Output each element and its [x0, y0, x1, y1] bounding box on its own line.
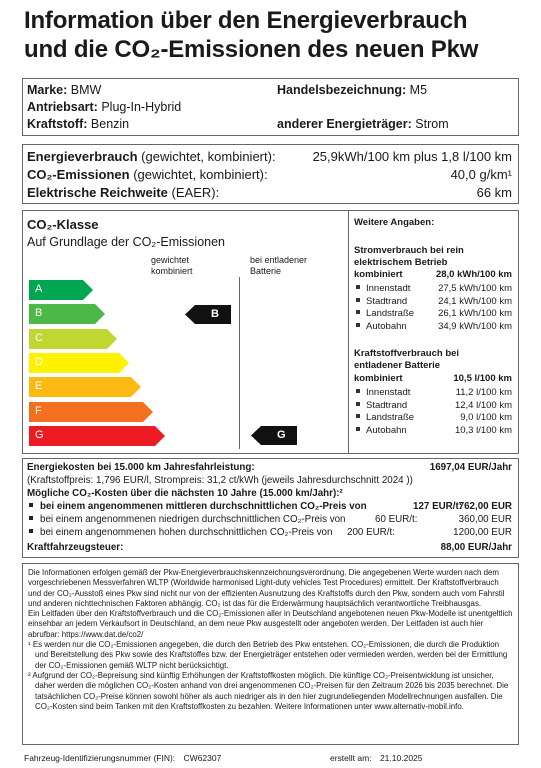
class-arrow-a — [29, 280, 93, 300]
detail-value: 26,1 kWh/100 km — [438, 308, 512, 319]
column-weighted-line1: gewichtet — [151, 255, 190, 265]
energy-note: (gewichtet, kombiniert): — [141, 149, 276, 164]
fin-value: CW62307 — [183, 753, 222, 763]
elec-combined-label: kombiniert — [354, 269, 403, 280]
detail-value: 24,1 kWh/100 km — [438, 295, 512, 307]
energy-label: Energieverbrauch — [27, 149, 138, 164]
elec-heading-1: Stromverbrauch bei rein — [354, 245, 464, 256]
high-price-value: 1200,00 EUR — [453, 527, 512, 538]
created-value: 21.10.2025 — [379, 753, 423, 763]
co2-class-title: CO₂-Klasse — [27, 217, 99, 232]
detail-label: Landstraße — [366, 412, 415, 423]
drive-label: Antriebsart: — [27, 100, 98, 114]
prices-text: (Kraftstoffpreis: 1,796 EUR/l, Strompreis: 31,2 ct/kWh (jeweils Jahresdurchschnitt 2024 )) — [27, 475, 413, 486]
detail-row — [354, 283, 512, 295]
class-letter-f: F — [35, 404, 42, 417]
detail-value: 9,0 l/100 km — [460, 412, 512, 423]
energy-cost-value: 1697,04 EUR/Jahr — [429, 462, 512, 473]
bullet-icon — [29, 529, 33, 533]
detail-label: Autobahn — [366, 320, 407, 332]
class-arrow-e — [29, 377, 141, 397]
elec-combined-value: 28,0 kWh/100 km — [435, 269, 512, 280]
fuel-heading-2: entladener Batterie — [354, 360, 441, 371]
trade-label: Handelsbezeichnung: — [277, 83, 407, 97]
class-arrow-f — [29, 402, 153, 422]
title-line-2: und die CO₂-Emissionen des neuen Pkw — [24, 36, 479, 63]
trade-value: M5 — [409, 83, 428, 97]
detail-row — [354, 400, 512, 412]
footnote-1: ¹ Es werden nur die CO₂-Emissionen angegeben, die durch den Betrieb des Pkw entstehen. CO₂-Emissionen, die durch die Produktion und Bereitstellung des Pkw sowie des Kraftstoffes bzw. der Energieträger entstehen oder vermieden werden, werden bei der Ermittlung der CO₂-Emissionen gemäß WLTP nicht berücksichtigt. — [28, 640, 508, 670]
mid-price-value: 762,00 EUR — [458, 501, 512, 512]
co2-class-scale — [23, 211, 349, 453]
detail-value: 12,4 l/100 km — [454, 399, 512, 411]
class-letter-a: A — [35, 283, 43, 295]
class-arrow-b — [29, 304, 105, 324]
created-label: erstellt am: — [330, 753, 372, 763]
range-note: (EAER): — [171, 185, 220, 200]
low-price-label: bei einem angenommenen niedrigen durchschnittlichen CO₂-Preis von — [40, 514, 346, 525]
column-weighted-line2: kombiniert — [151, 266, 193, 276]
range-label: Elektrische Reichweite — [27, 185, 168, 200]
detail-row — [354, 412, 512, 424]
bullet-icon — [29, 516, 33, 520]
other-energy-label: anderer Energieträger: — [277, 117, 412, 131]
detail-label: Stadtrand — [366, 295, 408, 307]
other-energy-value: Strom — [415, 117, 449, 131]
tax-value: 88,00 EUR/Jahr — [440, 542, 512, 553]
co2-value: 40,0 g/km¹ — [450, 167, 512, 182]
make-label: Marke: — [27, 83, 68, 97]
info-paragraph-2: Ein Leitfaden über den Kraftstoffverbrauch und die CO₂-Emissionen aller in Deutschland angebotenen neuen Pkw-Modelle ist unentgeltlich einsehbar an jedem Verkaufsort in Deutschland, an dem neue Pkw ausgestellt oder angeboten werden. Der Leitfaden ist auch hier abrufbar: https://www.dat.de/co2/ — [28, 609, 513, 639]
bullet-icon — [356, 310, 360, 314]
mid-price: 127 EUR/t: — [413, 501, 462, 512]
bullet-icon — [356, 414, 360, 418]
footnote-2: ² Aufgrund der CO₂-Bepreisung sind künftig Erhöhungen der Kraftstoffkosten möglich. Die künftige CO₂-Preisentwicklung ist unsicher, daher werden die möglichen CO₂-Kosten anhand von drei angenommenen CO₂-Preisen für den Zeitraum 2026 bis 2035 berechnet. Die tatsächlichen CO₂-Preise können sowohl höher als auch niedriger als in den hier zugrundeliegenden Modellrechnungen ausfallen. Die CO₂-Kosten sind beim Tanken mit den Kraftstoffkosten zu bezahlen. Weitere Informationen unter www.alternativ-mobil.info. — [28, 670, 509, 711]
fin-line — [24, 753, 221, 763]
energy-value: 25,9kWh/100 km plus 1,8 l/100 km — [312, 149, 512, 164]
class-letter-g: G — [35, 428, 44, 441]
class-arrow-g — [29, 426, 165, 446]
class-arrow-d — [29, 353, 129, 373]
created-line — [330, 753, 423, 763]
bullet-icon — [356, 402, 360, 406]
co2-label: CO₂-Emissionen — [27, 167, 130, 182]
detail-row — [354, 387, 512, 399]
drive-value: Plug-In-Hybrid — [101, 100, 182, 114]
tax-label: Kraftfahrzeugsteuer: — [27, 542, 124, 553]
co2-note: (gewichtet, kombiniert): — [133, 167, 268, 182]
costs-box — [22, 458, 519, 558]
fuel-combined-label: kombiniert — [354, 373, 403, 384]
class-letter-c: C — [35, 331, 43, 344]
energy-cost-label: Energiekosten bei 15.000 km Jahresfahrleistung: — [27, 462, 255, 473]
label-title — [24, 6, 524, 64]
detail-value: 27,5 kWh/100 km — [438, 283, 512, 294]
co2-cost-heading: Mögliche CO₂-Kosten über die nächsten 10 Jahre (15.000 km/Jahr):² — [27, 488, 343, 499]
range-value: 66 km — [476, 185, 512, 200]
class-letter-e: E — [35, 380, 43, 393]
low-price-value: 360,00 EUR — [458, 514, 512, 525]
detail-value: 10,3 l/100 km — [454, 424, 512, 436]
details-title: Weitere Angaben: — [354, 217, 435, 228]
discharged-class-marker — [251, 426, 297, 445]
mid-price-label: bei einem angenommenen mittleren durchschnittlichen CO₂-Preis von — [40, 501, 367, 512]
column-weighted-header — [151, 255, 193, 277]
column-divider — [239, 277, 240, 449]
column-discharged-header — [250, 255, 307, 277]
detail-value: 34,9 kWh/100 km — [438, 320, 512, 332]
weighted-class-marker — [185, 305, 231, 324]
fin-label: Fahrzeug-Identifizierungsnummer (FIN): — [24, 753, 176, 763]
make-value: BMW — [70, 83, 102, 97]
title-line-1: Information über den Energieverbrauch — [24, 7, 468, 34]
bullet-icon — [29, 503, 33, 507]
detail-label: Autobahn — [366, 424, 407, 436]
class-letter-d: D — [35, 355, 43, 368]
further-details — [349, 211, 518, 453]
column-discharged-line1: bei entladener — [250, 255, 308, 265]
discharged-class-marker-letter: G — [277, 429, 286, 442]
bullet-icon — [356, 298, 360, 302]
info-paragraph-1: Die Informationen erfolgen gemäß der Pkw-Energieverbrauchskennzeichnungsverordnung. Die angegebenen Werte wurden nach dem vorgeschriebenen Messverfahren WLTP (Worldwide harmonised Light-duty vehicles Test Procedures) ermittelt. Der Kraftstoffverbrauch und der CO₂-Ausstoß eines Pkw sind nicht nur von der effizienten Ausnutzung des Kraftstoffs durch den Pkw, sondern auch vom Fahrstil und anderen nichttechnischen Faktoren abhängig. CO₂ ist das für die Erderwärmung hauptsächlich verantwortliche Treibhausgas. — [28, 568, 505, 608]
detail-label: Innenstadt — [366, 283, 411, 294]
fuel-heading-1: Kraftstoffverbrauch bei — [354, 348, 460, 359]
detail-row — [354, 425, 512, 437]
weighted-class-marker-letter: B — [211, 307, 219, 320]
high-price-label: bei einem angenommenen hohen durchschnittlichen CO₂-Preis von — [40, 527, 333, 538]
fuel-combined-value: 10,5 l/100 km — [453, 373, 512, 384]
class-arrow-c — [29, 329, 117, 349]
detail-row — [354, 296, 512, 308]
bullet-icon — [356, 389, 360, 393]
detail-label: Innenstadt — [366, 387, 411, 398]
low-price: 60 EUR/t: — [375, 514, 418, 525]
detail-row — [354, 321, 512, 333]
elec-heading-2: elektrischem Betrieb — [354, 257, 448, 268]
fuel-value: Benzin — [90, 117, 130, 131]
vehicle-info-box — [22, 78, 519, 136]
co2-class-subtitle: Auf Grundlage der CO₂-Emissionen — [27, 235, 225, 249]
detail-label: Landstraße — [366, 308, 415, 319]
detail-label: Stadtrand — [366, 399, 408, 411]
elec-combined-row — [354, 269, 512, 281]
bullet-icon — [356, 427, 360, 431]
high-price: 200 EUR/t: — [347, 527, 395, 538]
co2-class-box — [22, 210, 519, 454]
bullet-icon — [356, 285, 360, 289]
class-letter-b: B — [35, 307, 43, 320]
legal-info-box — [22, 563, 519, 745]
detail-row — [354, 308, 512, 320]
detail-value: 11,2 l/100 km — [455, 387, 512, 398]
fuel-combined-row — [354, 373, 512, 385]
column-discharged-line2: Batterie — [250, 266, 282, 276]
bullet-icon — [356, 323, 360, 327]
fuel-label: Kraftstoff: — [27, 117, 88, 131]
consumption-box — [22, 144, 519, 204]
